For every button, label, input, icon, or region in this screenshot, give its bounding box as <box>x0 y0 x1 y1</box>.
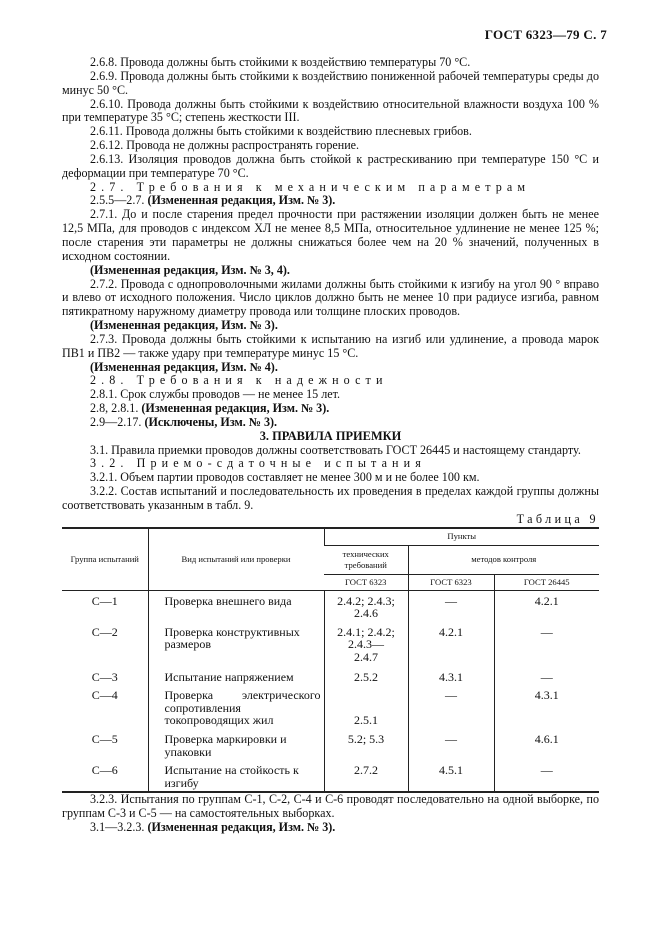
cell-group: С—4 <box>91 688 118 703</box>
cell-method-6323: 4.2.1 <box>408 621 494 666</box>
cell-group: С—2 <box>91 624 118 639</box>
cell-method-26445: — <box>494 621 599 666</box>
revision-note-2-7-1: (Измененная редакция, Изм. № 3, 4). <box>90 262 290 277</box>
cell-method-6323: — <box>408 684 494 728</box>
table-row <box>62 666 599 685</box>
page-body <box>62 56 599 835</box>
cell-tech: 2.4.1; 2.4.2; 2.4.3—2.4.7 <box>324 621 408 666</box>
revision-note-2-9: 2.9—2.17. (Исключены, Изм. № 3). <box>90 414 278 429</box>
cell-tech: 2.5.2 <box>324 666 408 685</box>
table-row <box>62 621 599 666</box>
paragraph-2-6-11: 2.6.11. Провода должны быть стойкими к воздействию плесневых грибов. <box>90 124 472 139</box>
paragraph-3-2-3: 3.2.3. Испытания по группам С-1, С-2, С-4 и С-6 проводят последовательно на одной выборке, по группам С-3 и С-5 — на самостоятельных выборках. <box>62 792 599 821</box>
paragraph-3-2-1: 3.2.1. Объем партии проводов составляет не менее 300 м и не более 100 км. <box>90 470 480 485</box>
cell-tech: 2.5.1 <box>324 684 408 728</box>
revision-note-2-7-3: (Измененная редакция, Изм. № 4). <box>90 359 278 374</box>
header-group: Группа испытаний <box>62 528 148 591</box>
table-9 <box>62 527 599 794</box>
cell-method-26445: 4.2.1 <box>494 594 599 621</box>
paragraph-2-7-3: 2.7.3. Провода должны быть стойкими к испытанию на изгиб или удлинение, а провода марок ПВ1 и ПВ2 — также удару при температуре минус 15 °C. <box>62 331 599 360</box>
heading-3-2: 3.2. Приемо-сдаточные испытания <box>90 456 426 471</box>
cell-group: С—1 <box>91 593 118 608</box>
table-row <box>62 594 599 621</box>
heading-2-8: 2.8. Требования к надежности <box>90 373 388 388</box>
table-row <box>62 728 599 759</box>
paragraph-2-6-13: 2.6.13. Изоляция проводов должна быть стойкой к растрескиванию при температуре 150 °C и деформации при температуре 70 °C. <box>62 151 599 180</box>
cell-method-6323: — <box>408 728 494 759</box>
paragraph-2-6-10: 2.6.10. Провода должны быть стойкими к воздействию относительной влажности воздуха 100 % при температуре 35 °C; степень жесткости III. <box>62 96 599 125</box>
cell-method-6323: 4.3.1 <box>408 666 494 685</box>
cell-group: С—3 <box>91 669 118 684</box>
cell-group: С—6 <box>62 759 148 792</box>
paragraph-3-2-2: 3.2.2. Состав испытаний и последовательность их проведения в пределах каждой группы должны соответствовать указанным в табл. 9. <box>62 484 599 512</box>
cell-method-26445: — <box>494 759 599 792</box>
cell-method-26445: 4.3.1 <box>494 684 599 728</box>
cell-kind-text: Проверка электрического сопротивления токопроводящих жил <box>164 688 321 728</box>
revision-note-2-7-2: (Измененная редакция, Изм. № 3). <box>90 318 278 333</box>
cell-group: С—5 <box>91 732 118 747</box>
cell-kind: Проверка внешнего вида <box>148 594 324 621</box>
cell-tech: 2.7.2 <box>324 759 408 792</box>
cell-kind <box>148 684 324 728</box>
paragraph-2-8-1: 2.8.1. Срок службы проводов — не менее 15 лет. <box>90 387 341 402</box>
cell-kind: Проверка конструктивных размеров <box>148 621 324 666</box>
cell-kind: Проверка маркировки и упаковки <box>148 728 324 759</box>
cell-kind: Испытание на стойкость к изгибу <box>148 759 324 792</box>
cell-tech: 2.4.2; 2.4.3; 2.4.6 <box>324 594 408 621</box>
heading-2-7: 2.7. Требования к механическим параметрам <box>90 179 531 194</box>
table-row <box>62 684 599 728</box>
paragraph-2-7-1: 2.7.1. До и после старения предел прочности при растяжении изоляции должен быть не менее 12,5 МПа, для проводов с индексом ХЛ не менее 8,5 МПа, относительное удлинение не менее 125 %; после старения эти параметры не должны снижаться более чем на 20 % значений, полученных в исходном состоянии. <box>62 207 599 263</box>
revision-note-2-5-5: 2.5.5—2.7. (Измененная редакция, Изм. № 3). <box>90 193 336 208</box>
header-gost6323-method: ГОСТ 6323 <box>408 574 494 590</box>
header-points: Пункты <box>324 528 599 546</box>
paragraph-2-6-12: 2.6.12. Провода не должны распространять горение. <box>90 138 360 153</box>
revision-note-3-1: 3.1—3.2.3. (Измененная редакция, Изм. № 3). <box>90 820 336 835</box>
cell-method-26445: 4.6.1 <box>494 728 599 759</box>
cell-method-26445: — <box>494 666 599 685</box>
table-caption: Таблица 9 <box>516 511 599 526</box>
revision-note-2-8: 2.8, 2.8.1. (Измененная редакция, Изм. № 3). <box>90 401 330 416</box>
section-heading-3: 3. ПРАВИЛА ПРИЕМКИ <box>259 428 402 443</box>
header-tech-requirements: технических требований <box>324 545 408 574</box>
cell-tech: 5.2; 5.3 <box>324 728 408 759</box>
header-control-methods: методов контроля <box>408 545 599 574</box>
page-header: ГОСТ 6323—79 С. 7 <box>484 27 607 42</box>
cell-method-6323: — <box>408 594 494 621</box>
table-row <box>62 759 599 792</box>
paragraph-2-7-2: 2.7.2. Провода с однопроволочными жилами должны быть стойкими к изгибу на угол 90 ° вправо и влево от исходного положения. Число циклов должно быть не менее 10 при радиусе изгиба, равном пятикратному наружному диаметру провода или толщине плоских проводов. <box>62 276 599 319</box>
cell-method-6323: 4.5.1 <box>408 759 494 792</box>
paragraph-2-6-9: 2.6.9. Провода должны быть стойкими к воздействию пониженной рабочей температуры среды до минус 50 °C. <box>62 68 599 97</box>
header-gost26445: ГОСТ 26445 <box>494 574 599 590</box>
header-kind: Вид испытаний или проверки <box>148 528 324 591</box>
header-gost6323-tech: ГОСТ 6323 <box>324 574 408 590</box>
paragraph-2-6-8: 2.6.8. Провода должны быть стойкими к воздействию температуры 70 °C. <box>90 55 471 69</box>
paragraph-3-1: 3.1. Правила приемки проводов должны соответствовать ГОСТ 26445 и настоящему стандарту. <box>90 442 581 457</box>
cell-kind: Испытание напряжением <box>148 666 324 685</box>
